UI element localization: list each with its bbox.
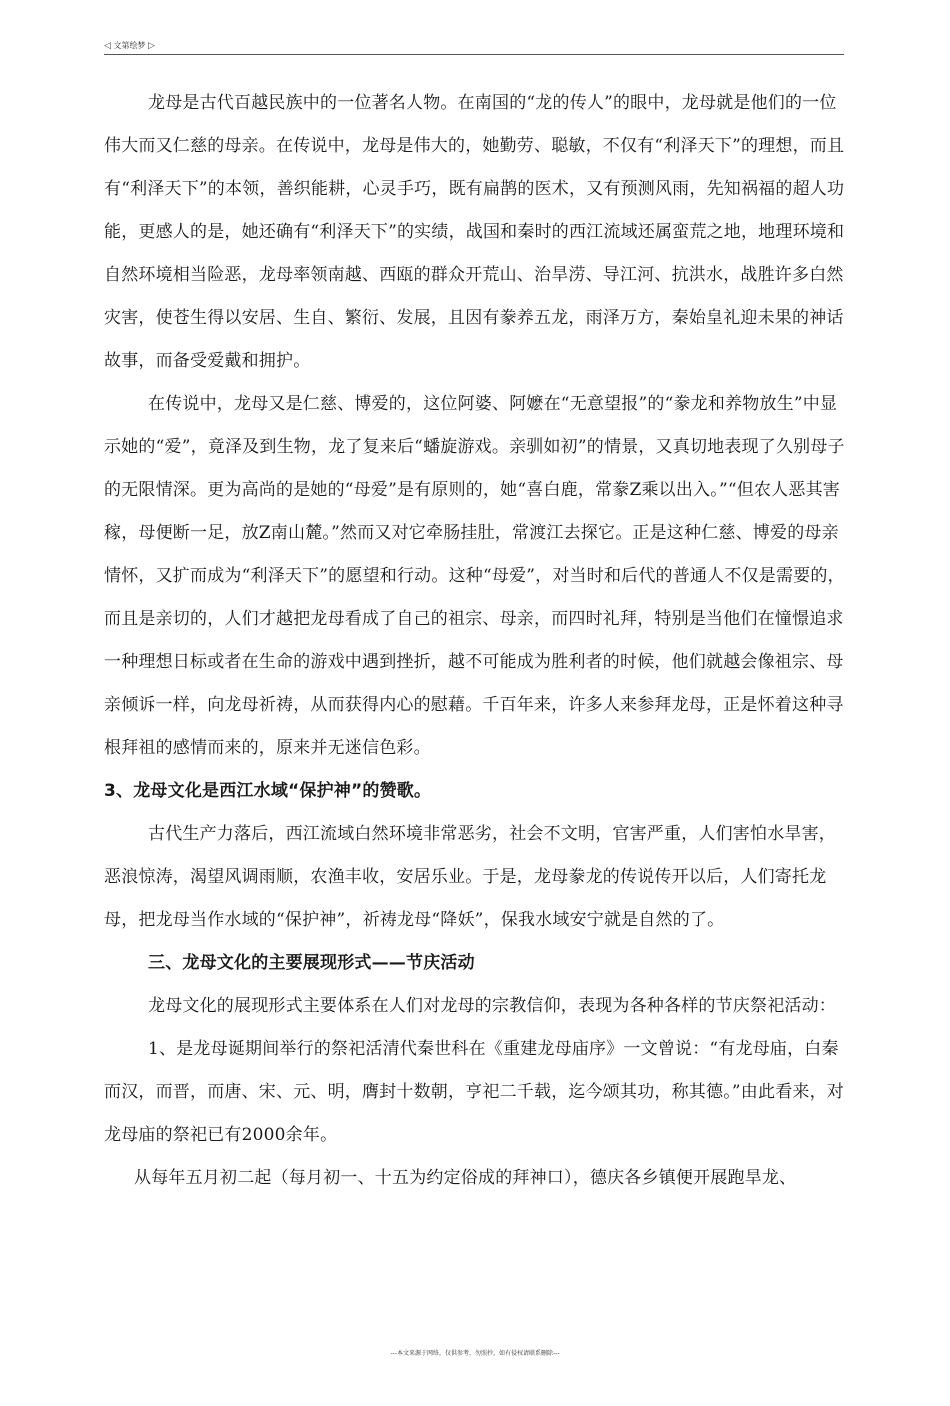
document-body [104,82,848,1200]
left-triangle-icon: ◁ [104,41,111,51]
header-title: 文第绘梦 [113,41,146,50]
paragraph-4: 龙母文化的展现形式主要体系在人们对龙母的宗教信仰，表现为各种各样的节庆祭祀活动： [148,996,836,1016]
section-heading-3: 三、龙母文化的主要展现形式——节庆活动 [148,953,475,973]
subheading-3: 3、龙母文化是西江水域“保护神”的赞歌。 [104,781,432,801]
right-triangle-icon: ▷ [148,41,155,51]
page-footer: ---本文来源于网络，仅供参考，勿照抄，如有侵权请联系删除--- [390,1350,560,1357]
paragraph-2: 在传说中，龙母又是仁慈、博爱的，这位阿婆、阿嬷在“无意望报”的“豢龙和养物放生”中显示她的“爱”，竟泽及到生物，龙了复来后“蟠旋游戏。亲驯如初”的情景，又真切地表现了久别母子的无限情深。更为高尚的是她的“母爱”是有原则的，她“喜白鹿，常豢Z乘以出入。”“但农人恶其害稼，母便断一足，放Z南山麓。”然而又对它牵肠挂肚，常渡江去探它。正是这种仁慈、博爱的母亲情怀，又扩而成为“利泽天下”的愿望和行动。这种“母爱”，对当时和后代的普通人不仅是需要的，而且是亲切的，人们才越把龙母看成了自己的祖宗、母亲，而四时礼拜，特别是当他们在憧憬追求一种理想日标或者在生命的游戏中遇到挫折，越不可能成为胜利者的时候，他们就越会像祖宗、母亲倾诉一样，向龙母祈祷，从而获得内心的慰藉。千百年来，许多人来参拜龙母，正是怀着这种寻根拜祖的感情而来的，原来并无迷信色彩。 [104,394,845,758]
page-header [104,40,844,55]
paragraph-1: 龙母是古代百越民族中的一位著名人物。在南国的“龙的传人”的眼中，龙母就是他们的一位伟大而又仁慈的母亲。在传说中，龙母是伟大的，她勤劳、聪敏，不仅有“利泽天下”的理想，而且有“利泽天下”的本领，善织能耕，心灵手巧，既有扁鹊的医术，又有预测风雨，先知祸福的超人功能，更感人的是，她还确有“利泽天下”的实绩，战国和秦时的西江流域还属蛮荒之地，地理环境和自然环境相当险恶，龙母率领南越、西瓯的群众开荒山、治旱涝、导江河、抗洪水，战胜许多白然灾害，使苍生得以安居、生自、繁衍、发展，且因有豢养五龙，雨泽万方，秦始皇礼迎未果的神话故事，而备受爱戴和拥护。 [104,93,845,371]
paragraph-3: 古代生产力落后，西江流域白然环境非常恶劣，社会不文明，官害严重，人们害怕水旱害，恶浪惊涛，渴望风调雨顺，农渔丰收，安居乐业。于是，龙母豢龙的传说传开以后，人们寄托龙母，把龙母当作水域的“保护神”，祈祷龙母“降妖”，保我水域安宁就是自然的了。 [104,824,836,930]
paragraph-5: 1、是龙母诞期间举行的祭祀活清代秦世科在《重建龙母庙序》一文曾说：“有龙母庙，白秦而汉，而晋，而唐、宋、元、明，膺封十数朝，亨祀二千载，迄今颂其功，称其德。”由此看来，对龙母庙的祭祀已有2000余年。 [104,1039,844,1145]
paragraph-6: 从每年五月初二起（每月初一、十五为约定俗成的拜神口），德庆各乡镇便开展跑旱龙、 [134,1168,797,1188]
